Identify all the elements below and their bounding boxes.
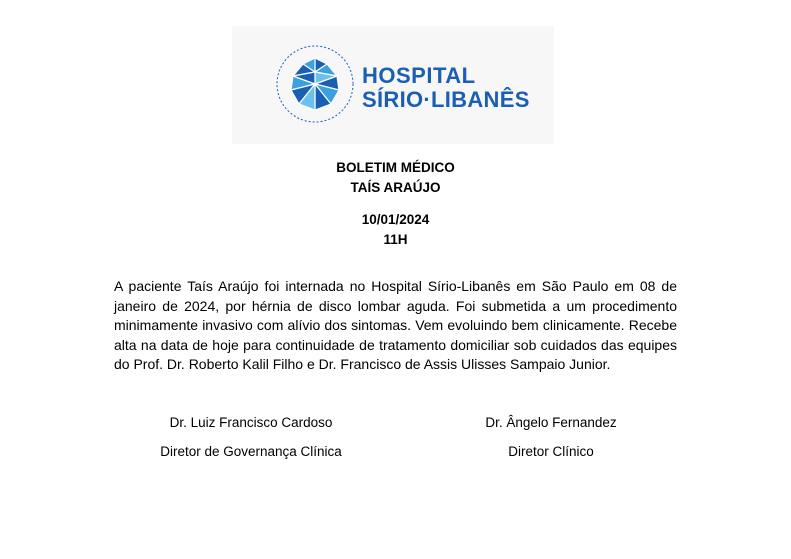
signature-name-left: Dr. Luiz Francisco Cardoso: [169, 415, 333, 430]
bulletin-heading: [0, 158, 791, 198]
signature-role-left: Diretor de Governança Clínica: [160, 444, 342, 459]
hospital-logo: [362, 64, 530, 112]
signature-name-right: Dr. Ângelo Fernandez: [485, 415, 617, 430]
bulletin-time: 11H: [383, 232, 408, 247]
bulletin-title: BOLETIM MÉDICO: [336, 160, 455, 175]
logo-line-name: SÍRIO·LIBANÊS: [362, 87, 530, 112]
signature-role-right: Diretor Clínico: [508, 444, 594, 459]
patient-name: TAÍS ARAÚJO: [350, 180, 441, 195]
logo-line-hospital: HOSPITAL: [362, 63, 476, 88]
bulletin-date: 10/01/2024: [361, 212, 430, 227]
hospital-emblem-icon: [275, 44, 355, 124]
bulletin-datetime: [0, 210, 791, 250]
bulletin-body: A paciente Taís Araújo foi internada no Hospital Sírio-Libanês em São Paulo em 08 de janeiro de 2024, por hérnia de disco lombar aguda. Foi submetida a um procedimento minimamente invasivo com alívio dos sintomas. Vem evoluindo bem clinicamente. Recebe alta na data de hoje para continuidade de tratamento domiciliar sob cuidados das equipes do Prof. Dr. Roberto Kalil Filho e Dr. Francisco de Assis Ulisses Sampaio Junior.: [114, 278, 677, 372]
